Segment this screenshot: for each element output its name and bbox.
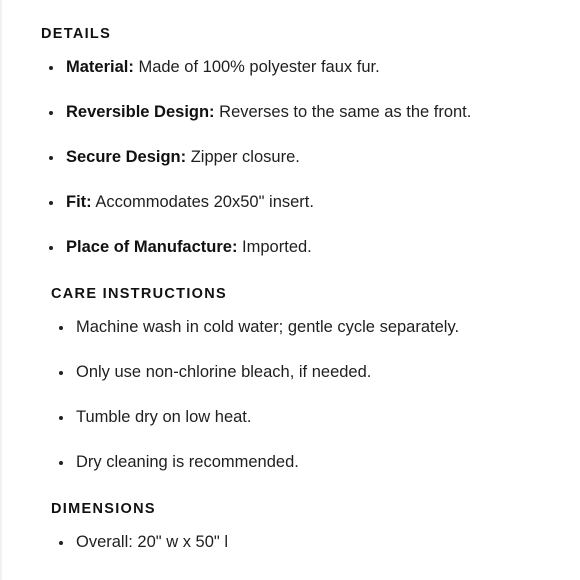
item-text: Tumble dry on low heat. [76, 408, 252, 426]
bullet-icon [59, 326, 63, 330]
bullet-icon [59, 461, 63, 465]
item-label: Fit: [66, 193, 92, 211]
bullet-icon [49, 111, 53, 115]
item-text: Dry cleaning is recommended. [76, 453, 299, 471]
item-label: Place of Manufacture: [66, 238, 238, 256]
bullet-icon [49, 201, 53, 205]
item-label: Material: [66, 58, 134, 76]
bullet-icon [59, 541, 63, 545]
bullet-icon [49, 156, 53, 160]
dimensions-heading: DIMENSIONS [51, 501, 156, 517]
left-divider [0, 0, 2, 580]
item-value: Imported. [237, 238, 312, 256]
bullet-icon [59, 416, 63, 420]
item-text: Only use non-chlorine bleach, if needed. [76, 363, 372, 381]
item-text: Overall: 20" w x 50" l [76, 533, 229, 551]
item-value: Zipper closure. [186, 148, 300, 166]
item-label: Secure Design: [66, 148, 187, 166]
bullet-icon [49, 66, 53, 70]
bullet-icon [49, 246, 53, 250]
item-value: Accommodates 20x50" insert. [91, 193, 314, 211]
item-text: Machine wash in cold water; gentle cycle separately. [76, 318, 460, 336]
bullet-icon [59, 371, 63, 375]
item-label: Reversible Design: [66, 103, 215, 121]
care-instructions-heading: CARE INSTRUCTIONS [51, 286, 227, 302]
details-heading: DETAILS [41, 26, 112, 42]
item-value: Reverses to the same as the front. [214, 103, 472, 121]
item-value: Made of 100% polyester faux fur. [133, 58, 380, 76]
